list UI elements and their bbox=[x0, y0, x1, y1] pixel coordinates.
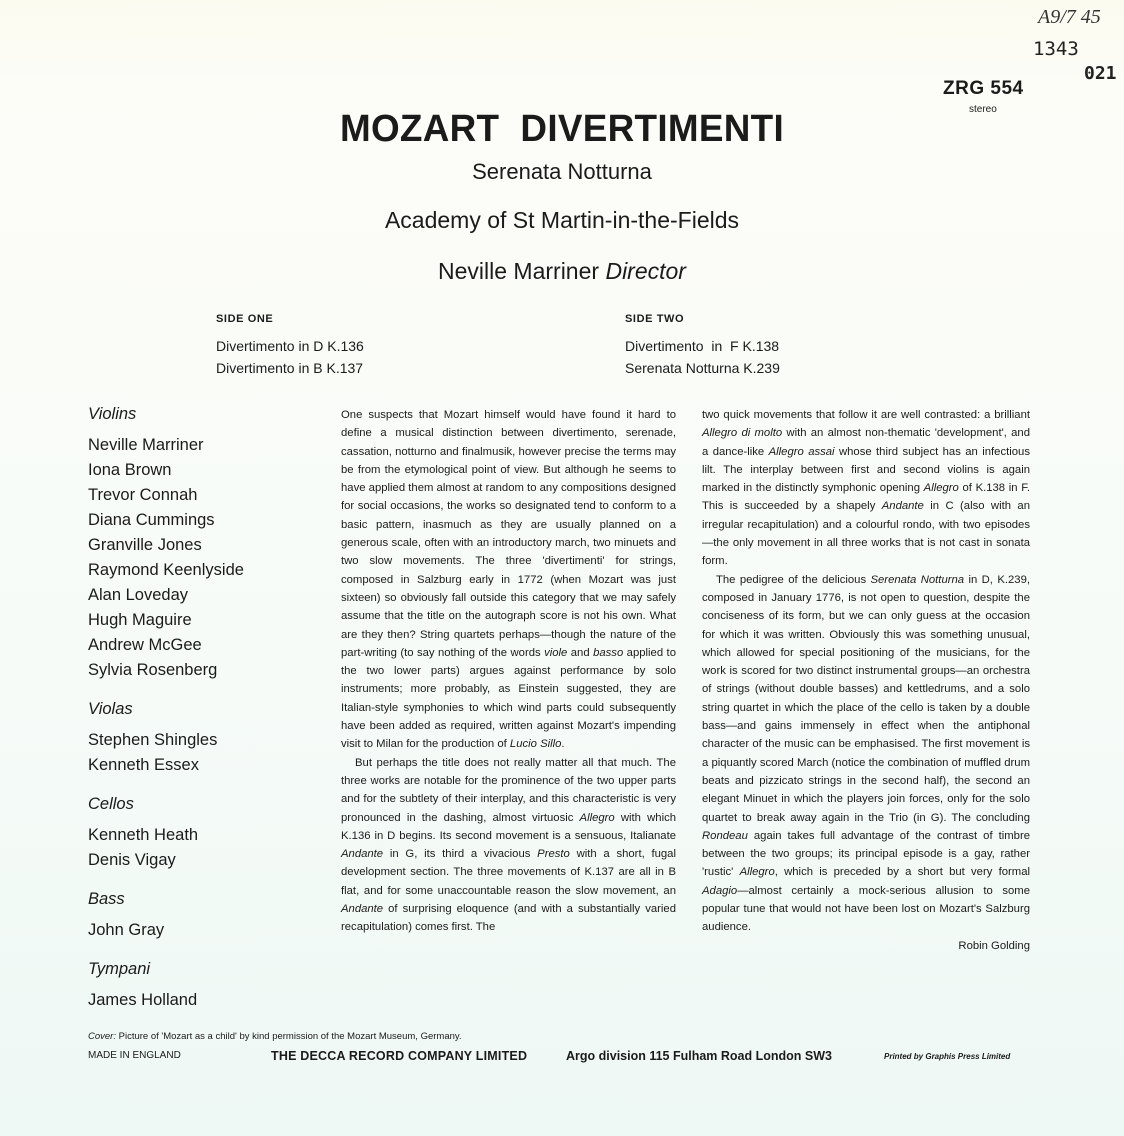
musician-name: Stephen Shingles bbox=[88, 731, 218, 749]
ensemble-name: Academy of St Martin-in-the-Fields bbox=[384, 207, 740, 233]
catalog-number: ZRG 554 bbox=[943, 78, 1024, 99]
musician-name: Iona Brown bbox=[88, 461, 172, 479]
cover-text: Picture of 'Mozart as a child' by kind permission of the Mozart Museum, Germany. bbox=[118, 1031, 462, 1042]
notes-paragraph: But perhaps the title does not really matter all that much. The three works are notable for the prominence of the two upper parts and for the subtlety of their interplay, and this characteristic is very pronounced in the dashing, almost virtuosic Allegro with which K.136 in D begins. Its second movement is a sensuous, Italianate Andante in G, its third a vivacious Presto with a short, fugal development section. The three movements of K.137 are all in B flat, and for some unaccountable reason the slow movement, an Andante of surprising eloquence (and with a substantially varied recapitulation) comes first. The bbox=[341, 756, 677, 934]
side-one-tracklist bbox=[216, 313, 364, 379]
side-two-tracklist bbox=[625, 313, 780, 379]
author-signature: Robin Golding bbox=[958, 939, 1030, 952]
album-subtitle: Serenata Notturna bbox=[472, 159, 652, 184]
musician-name: Denis Vigay bbox=[88, 851, 176, 869]
notes-paragraph: One suspects that Mozart himself would have found it hard to define a musical distinction between divertimento, serenade, cassation, notturno and finalmusik, however precise the terms may be from the etymological point of view. But although he seems to have applied them almost at random to any compositions designed for social occasions, the works so designated tend to conform to a basic pattern, inasmuch as they are usually planned on a generous scale, often with an introductory march, two minuets and two slow movements. The three 'divertimenti' for strings, composed in Salzburg early in 1772 (when Mozart was just sixteen) so obviously fall outside this category that we may safely assume that the title on the autograph score is not his own. What are they then? String quartets perhaps—though the nature of the part-writing (to say nothing of the words viole and basso applied to the two lower parts) argues against performance by solo instruments; more probably, as Einstein suggested, they are Italian-style symphonies to which wind parts could subsequently have been added as required, written against Mozart's impending visit to Milan for the production of Lucio Sillo. bbox=[341, 409, 676, 751]
musician-name: Trevor Connah bbox=[88, 486, 198, 504]
stamp-code: 021 bbox=[1084, 63, 1117, 84]
track: Divertimento in D K.136 bbox=[216, 338, 364, 354]
made-in-label: MADE IN ENGLAND bbox=[88, 1050, 181, 1061]
personnel-section bbox=[88, 890, 244, 943]
musician-name: James Holland bbox=[88, 991, 198, 1009]
handwritten-note: A9/7 45 bbox=[1038, 6, 1101, 28]
section-heading: Tympani bbox=[88, 960, 151, 978]
director-role: Director bbox=[605, 258, 686, 284]
musician-name: Sylvia Rosenberg bbox=[88, 661, 218, 679]
personnel-section bbox=[88, 405, 244, 683]
cover-label: Cover: bbox=[88, 1031, 116, 1042]
notes-paragraph: two quick movements that follow it are well contrasted: a brilliant Allegro di molto with an almost non-thematic 'development', and a dance-like Allegro assai whose third subject has an infectious lilt. The interplay between first and second violins is again marked in the distinctly symphonic opening Allegro of K.138 in F. This is succeeded by a shapely Andante in C (also with an irregular recapitulation) and a colourful rondo, with two episodes—the only movement in all three works that is not cast in sonata form. bbox=[702, 409, 1031, 568]
section-heading: Cellos bbox=[88, 795, 134, 813]
printer-credit: Printed by Graphis Press Limited bbox=[884, 1052, 1011, 1061]
format-label: stereo bbox=[969, 104, 997, 115]
cover-credit bbox=[88, 1031, 462, 1042]
musician-name: Neville Marriner bbox=[88, 436, 204, 454]
musician-name: Kenneth Heath bbox=[88, 826, 199, 844]
track: Divertimento in F K.138 bbox=[625, 338, 780, 354]
liner-notes-column-2 bbox=[702, 406, 1030, 955]
musician-name: Granville Jones bbox=[88, 536, 202, 554]
section-heading: Violins bbox=[88, 405, 137, 423]
personnel-section bbox=[88, 960, 244, 1013]
musician-name: Alan Loveday bbox=[88, 586, 188, 604]
company-name: THE DECCA RECORD COMPANY LIMITED bbox=[271, 1049, 528, 1063]
personnel-section bbox=[88, 795, 244, 873]
stamp-number: 1343 bbox=[1033, 38, 1079, 60]
musician-name: Andrew McGee bbox=[88, 636, 202, 654]
director-name: Neville Marriner bbox=[438, 258, 600, 284]
section-heading: Violas bbox=[88, 700, 133, 718]
liner-notes-column-1 bbox=[341, 406, 676, 937]
personnel-list bbox=[88, 405, 244, 1030]
album-title: MOZART DIVERTIMENTI bbox=[339, 108, 785, 150]
director-line bbox=[0, 258, 1124, 285]
personnel-section bbox=[88, 700, 244, 778]
side-two-heading: SIDE TWO bbox=[625, 313, 685, 325]
musician-name: Kenneth Essex bbox=[88, 756, 199, 774]
musician-name: Raymond Keenlyside bbox=[88, 561, 244, 579]
company-address: Argo division 115 Fulham Road London SW3 bbox=[566, 1049, 832, 1063]
musician-name: Hugh Maguire bbox=[88, 611, 192, 629]
musician-name: John Gray bbox=[88, 921, 165, 939]
notes-paragraph: The pedigree of the delicious Serenata Notturna in D, K.239, composed in January 1776, is not open to question, despite the conciseness of its form, but we can only guess at the occasion for which it was written. Obviously this was something unusual, which allowed for special positioning of the musicians, for the work is scored for two distinct instrumental groups—an orchestra of strings (without double basses) and kettledrums, and a solo string quartet in which the place of the cello is taken by a double bass—and gains immensely in effect when the antiphonal character of the music can be emphasised. The first movement is a piquantly scored March (notice the combination of muffled drum beats and pizzicato strings in the second half), the second an elegant Minuet in which the players join forces, only for the solo quartet to break away again in the Trio (in G). The concluding Rondeau again takes full advantage of the contrast of timbre between the two groups; its principal episode is a gay, rather 'rustic' Allegro, which is preceded by a short but very formal Adagio—almost certainly a mock-serious allusion to some popular tune that would not have been lost on Mozart's Salzburg audience. bbox=[702, 573, 1030, 934]
side-one-heading: SIDE ONE bbox=[216, 313, 274, 325]
musician-name: Diana Cummings bbox=[88, 511, 215, 529]
section-heading: Bass bbox=[88, 890, 125, 908]
track: Divertimento in B K.137 bbox=[216, 360, 364, 376]
track: Serenata Notturna K.239 bbox=[625, 360, 780, 376]
